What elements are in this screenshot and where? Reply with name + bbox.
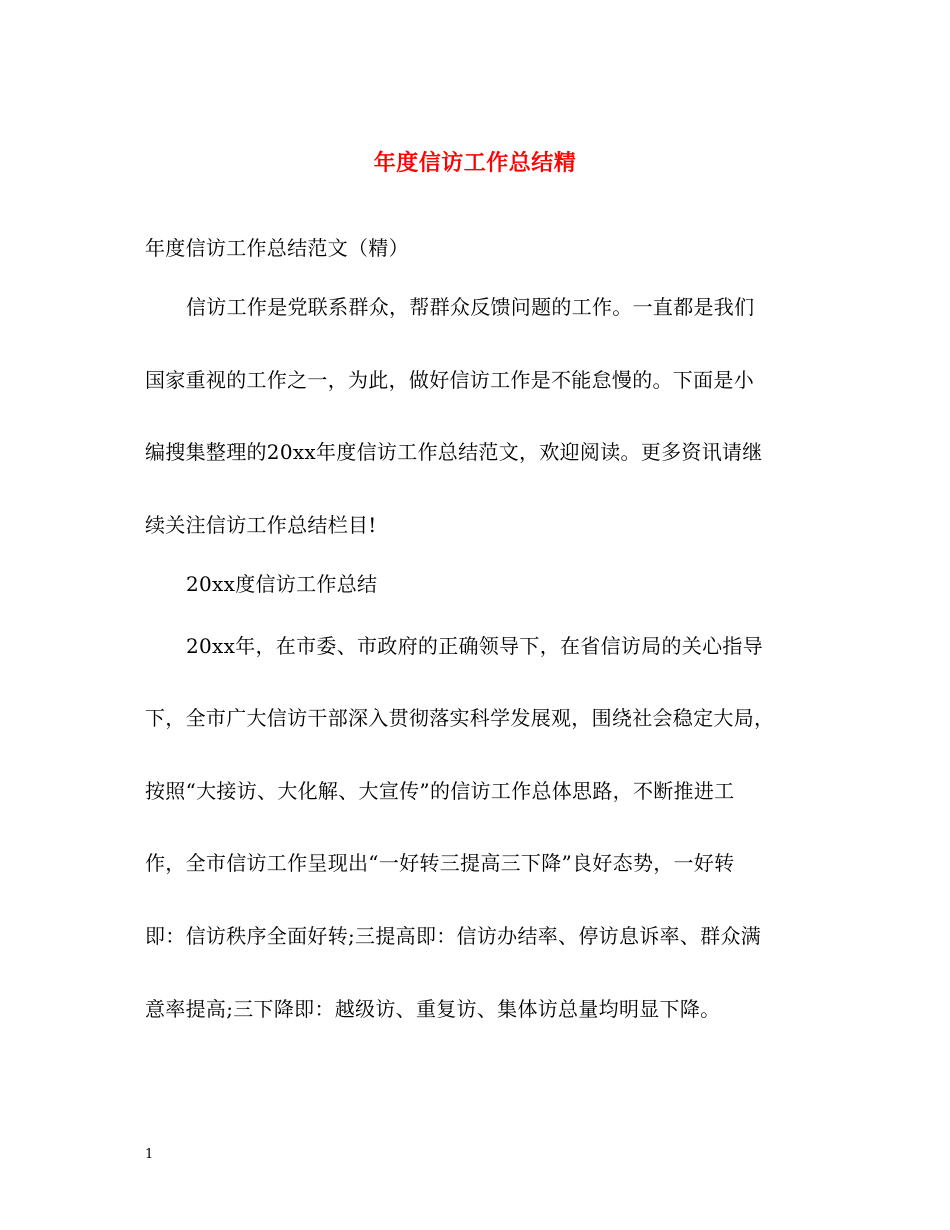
paragraph-1-line-2: 国家重视的工作之一，为此，做好信访工作是不能怠慢的。下面是小: [145, 368, 754, 392]
section-heading-line: 20xx度信访工作总结: [186, 572, 378, 596]
paragraph-2-line-5: 即：信访秩序全面好转;三提高即：信访办结率、停访息诉率、群众满: [145, 924, 762, 948]
paragraph-2-line-6: 意率提高;三下降即：越级访、重复访、集体访总量均明显下降。: [145, 997, 721, 1021]
paragraph-2-line-1: 20xx年，在市委、市政府的正确领导下，在省信访局的关心指导: [186, 634, 764, 658]
paragraph-2-line-4: 作，全市信访工作呈现出“一好转三提高三下降”良好态势，一好转: [145, 851, 735, 875]
paragraph-2-line-2: 下，全市广大信访干部深入贯彻落实科学发展观，围绕社会稳定大局，: [145, 706, 775, 730]
page-number: 1: [145, 1147, 154, 1162]
subtitle-line: 年度信访工作总结范文（精）: [145, 236, 409, 260]
paragraph-2-line-3: 按照“大接访、大化解、大宣传”的信访工作总体思路，不断推进工: [145, 779, 735, 803]
document-title: 年度信访工作总结精: [373, 150, 577, 176]
paragraph-1-line-4: 续关注信访工作总结栏目!: [145, 513, 377, 537]
paragraph-1-line-1: 信访工作是党联系群众，帮群众反馈问题的工作。一直都是我们: [186, 295, 755, 319]
paragraph-1-line-3: 编搜集整理的20xx年度信访工作总结范文，欢迎阅读。更多资讯请继: [145, 440, 763, 464]
